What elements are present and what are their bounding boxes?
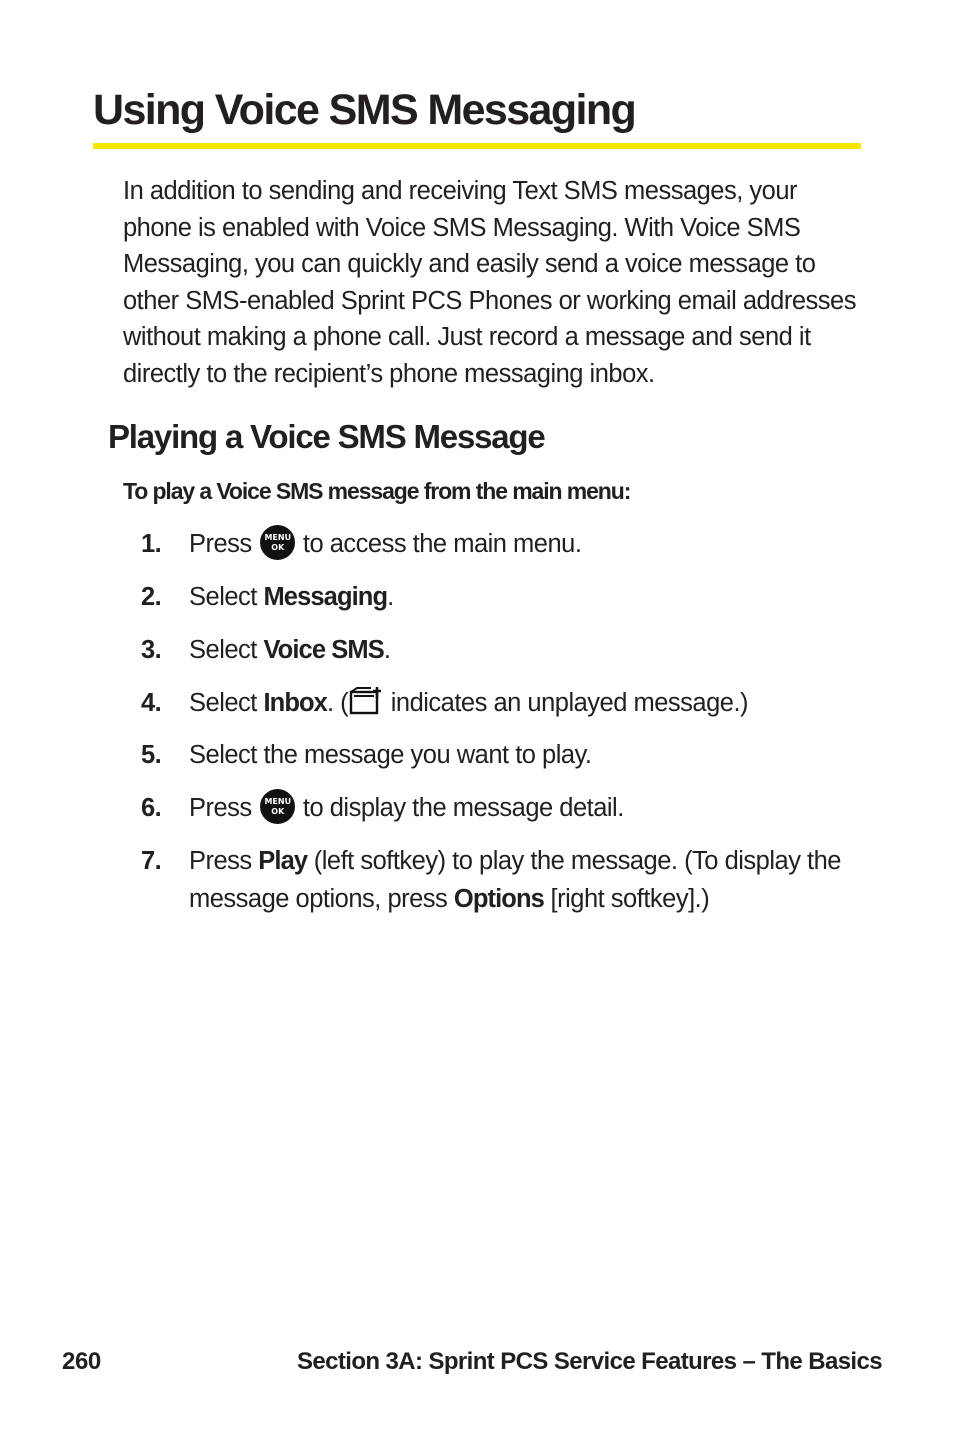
menu-option-messaging: Messaging <box>263 583 388 611</box>
footer-section-title: Section 3A: Sprint PCS Service Features – The Basics <box>296 1348 882 1375</box>
step-5 <box>141 736 871 774</box>
step-text-before: Press <box>189 530 259 558</box>
unplayed-message-icon <box>349 686 383 716</box>
step-number: 6. <box>141 794 162 822</box>
step-text: Select the message you want to play. <box>189 741 592 769</box>
menu-option-inbox: Inbox <box>263 689 327 717</box>
menu-ok-key-icon: MENU OK <box>260 789 295 824</box>
step-number: 7. <box>141 847 162 875</box>
step-6 <box>141 789 871 827</box>
step-number: 4. <box>141 689 162 717</box>
step-7 <box>141 842 871 918</box>
softkey-options: Options <box>453 885 544 913</box>
step-text: Select Voice SMS. <box>189 636 391 664</box>
section-heading: Playing a Voice SMS Message <box>108 418 545 455</box>
intro-paragraph: In addition to sending and receiving Text SMS messages, your phone is enabled with Voice SMS Messaging. With Voice SMS Messaging, you can quickly and easily send a voice message to other SMS-enabled Sprint PCS Phones or working email addresses without making a phone call. Just record a message and send it directly to the recipient’s phone messaging inbox. <box>123 177 856 388</box>
step-number: 1. <box>141 530 162 558</box>
step-number: 2. <box>141 583 162 611</box>
page-number: 260 <box>62 1348 101 1375</box>
title-rule <box>93 143 861 149</box>
step-1 <box>141 525 871 563</box>
menu-option-voice-sms: Voice SMS <box>263 636 384 664</box>
step-4 <box>141 684 871 722</box>
step-text-after: to access the main menu. <box>296 530 582 558</box>
step-3 <box>141 631 871 669</box>
menu-ok-key-icon: MENU OK <box>260 525 295 560</box>
step-2 <box>141 578 871 616</box>
step-number: 5. <box>141 741 162 769</box>
step-text <box>189 525 871 563</box>
step-text: Select Inbox. ( indicates an unplayed message.) <box>189 684 871 722</box>
step-text: Press Play (left softkey) to play the message. (To display the message options, press Options [right softkey].) <box>189 847 841 913</box>
step-text: Select Messaging. <box>189 583 394 611</box>
step-number: 3. <box>141 636 162 664</box>
step-text: Press MENU OK to display the message detail. <box>189 789 871 827</box>
page-title: Using Voice SMS Messaging <box>93 86 636 134</box>
softkey-play: Play <box>258 847 308 875</box>
procedure-label: To play a Voice SMS message from the main menu: <box>123 478 631 504</box>
